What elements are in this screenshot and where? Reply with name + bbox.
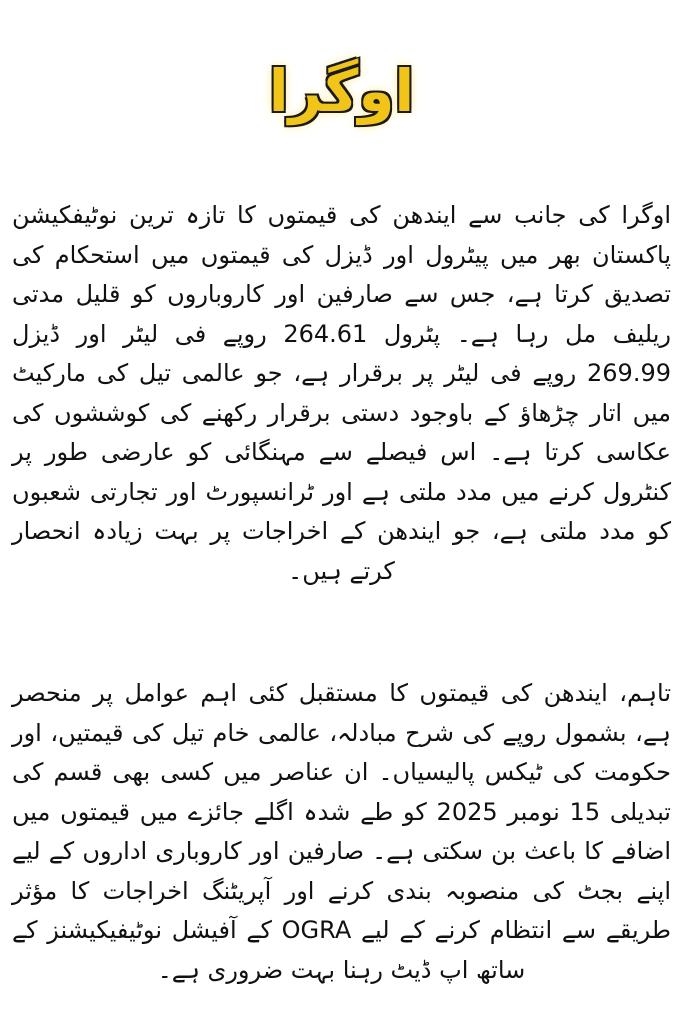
title-container (0, 52, 683, 130)
article-paragraph-1: اوگرا کی جانب سے ایندھن کی قیمتوں کا تازہ ترین نوٹیفکیشن پاکستان بھر میں پیٹرول اور ڈیزل کی قیمتوں میں استحکام کی تصدیق کرتا ہے، جس سے صارفین اور کاروباروں کو قلیل مدتی ریلیف مل رہا ہے۔ پٹرول 264.61 روپے فی لیٹر اور ڈیزل 269.99 روپے فی لیٹر پر برقرار ہے، جو عالمی تیل کی مارکیٹ میں اتار چڑھاؤ کے باوجود دستی برقرار رکھنے کی کوششوں کی عکاسی کرتا ہے۔ اس فیصلے سے مہنگائی کو عارضی طور پر کنٹرول کرنے میں مدد ملتی ہے اور ٹرانسپورٹ اور تجارتی شعبوں کو مدد ملتی ہے، جو ایندھن کے اخراجات پر بہت زیادہ انحصار کرتے ہیں۔ (12, 201, 671, 585)
page-title: اوگرا (268, 57, 415, 125)
article-paragraph-2: تاہم، ایندھن کی قیمتوں کا مستقبل کئی اہم عوامل پر منحصر ہے، بشمول روپے کی شرح مبادلہ، عالمی خام تیل کی قیمتیں، اور حکومت کی ٹیکس پالیسیاں۔ ان عناصر میں کسی بھی قسم کی تبدیلی 15 نومبر 2025 کو طے شدہ اگلے جائزے میں قیمتوں میں اضافے کا باعث بن سکتی ہے۔ صارفین اور کاروباری اداروں کے لیے اپنے بجٹ کی منصوبہ بندی کرنے اور آپریٹنگ اخراجات کا مؤثر طریقے سے انتظام کرنے کے لیے OGRA کے آفیشل نوٹیفیکیشنز کے ساتھ اپ ڈیٹ رہنا بہت ضروری ہے۔ (12, 679, 671, 984)
